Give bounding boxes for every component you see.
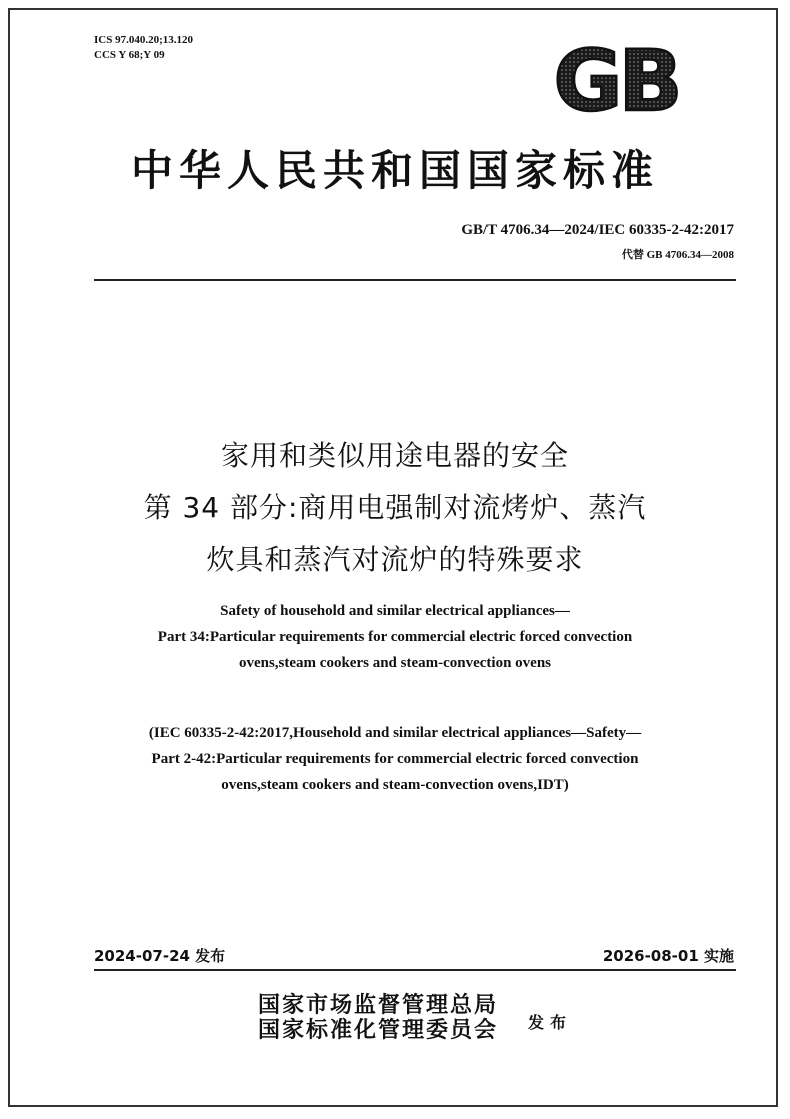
iec-title-line: ovens,steam cookers and steam-convection ovens,IDT) <box>221 777 569 793</box>
ics-code: ICS 97.040.20;13.120 <box>94 34 194 46</box>
english-title-line: Part 34:Particular requirements for commercial electric forced convection <box>157 629 633 645</box>
publishers <box>258 993 498 1043</box>
chinese-title-line: 炊具和蒸汽对流炉的特殊要求 <box>206 543 584 576</box>
iec-title-line: (IEC 60335-2-42:2017,Household and similar electrical appliances—Safety— <box>148 725 642 741</box>
issue-date: 2024-07-24 发布 <box>94 947 226 965</box>
national-standard-title: 中华人民共和国国家标准 <box>130 146 659 195</box>
classification-codes <box>94 33 193 63</box>
chinese-title <box>0 430 790 586</box>
gb-logo-text: GB <box>553 40 679 118</box>
ccs-code: CCS Y 68;Y 09 <box>94 49 165 61</box>
english-title-line: ovens,steam cookers and steam-convection ovens <box>238 655 552 671</box>
standard-number: GB/T 4706.34—2024/IEC 60335-2-42:2017 <box>461 222 734 238</box>
publish-action: 发布 <box>528 1013 573 1032</box>
implementation-date: 2026-08-01 实施 <box>602 947 734 965</box>
publisher-line: 国家市场监督管理总局 <box>258 992 499 1018</box>
publisher-line: 国家标准化管理委员会 <box>258 1017 499 1043</box>
iec-title-line: Part 2-42:Particular requirements for commercial electric forced convection <box>151 751 639 767</box>
chinese-title-line: 第 34 部分:商用电强制对流烤炉、蒸汽 <box>143 491 647 524</box>
footer-divider <box>94 969 736 971</box>
header-divider <box>94 279 736 281</box>
chinese-title-line: 家用和类似用途电器的安全 <box>220 439 569 472</box>
gb-logo <box>540 40 692 118</box>
english-title <box>0 598 790 676</box>
english-title-line: Safety of household and similar electrical appliances— <box>220 603 570 619</box>
iec-reference-title <box>0 720 790 798</box>
replaces-standard: 代替 GB 4706.34—2008 <box>621 249 734 261</box>
